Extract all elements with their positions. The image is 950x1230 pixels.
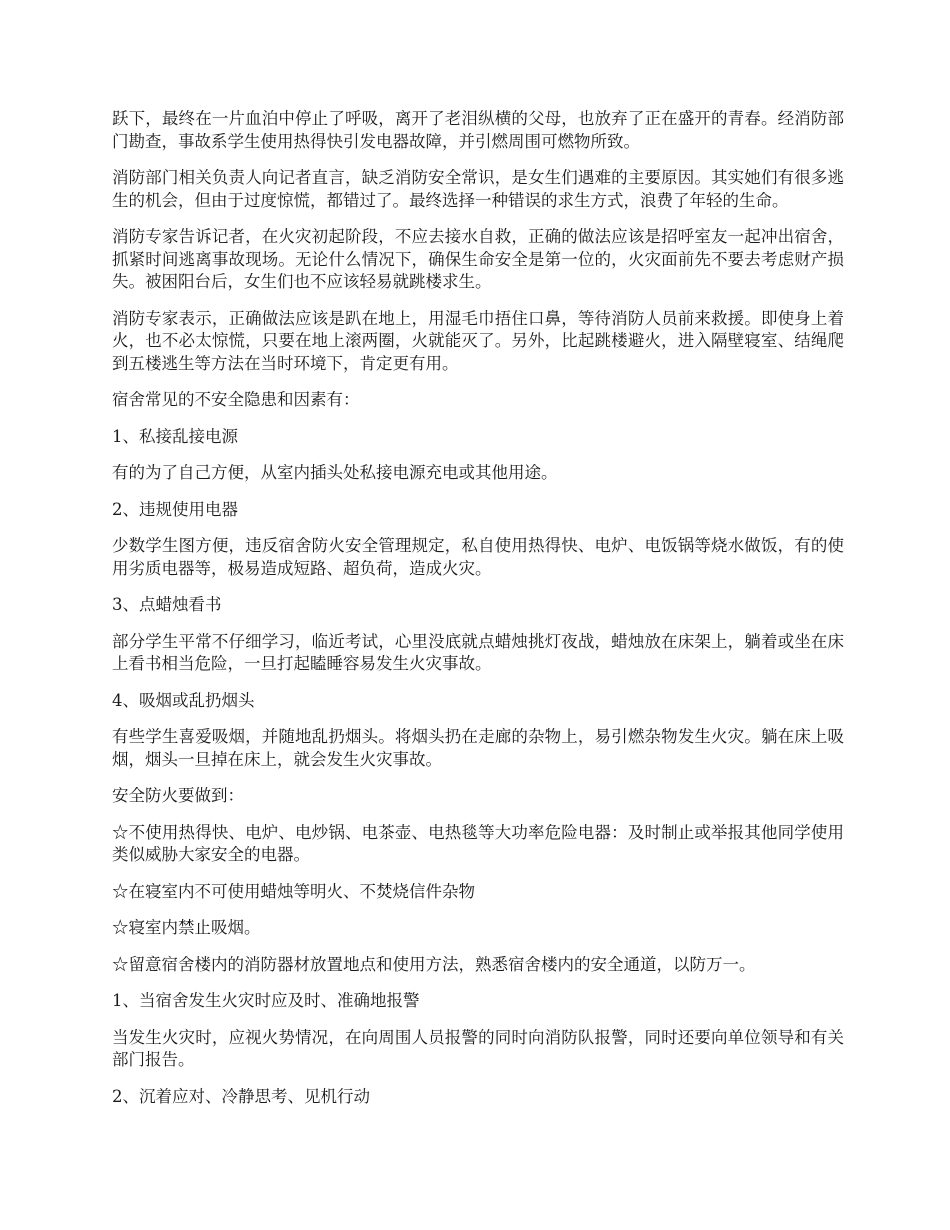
star-item: ☆留意宿舍楼内的消防器材放置地点和使用方法，熟悉宿舍楼内的安全通道，以防万一。 bbox=[112, 954, 756, 974]
item-heading: 2、违规使用电器 bbox=[112, 499, 238, 519]
star-item: ☆寝室内禁止吸烟。 bbox=[112, 918, 261, 937]
paragraph: 有些学生喜爱吸烟，并随地乱扔烟头。将烟头扔在走廊的杂物上，易引燃杂物发生火灾。躺在床上吸烟，烟头一旦掉在床上，就会发生火灾事故。 bbox=[112, 727, 844, 769]
star-item: ☆在寝室内不可使用蜡烛等明火、不焚烧信件杂物 bbox=[112, 881, 475, 901]
paragraph: 部分学生平常不仔细学习，临近考试，心里没底就点蜡烛挑灯夜战，蜡烛放在床架上，躺着或坐在床上看书相当危险，一旦打起瞌睡容易发生火灾事故。 bbox=[112, 631, 844, 673]
star-item: ☆不使用热得快、电炉、电炒锅、电茶壶、电热毯等大功率危险电器：及时制止或举报其他同学使用类似威胁大家安全的电器。 bbox=[112, 822, 844, 864]
paragraph: 少数学生图方便，违反宿舍防火安全管理规定，私自使用热得快、电炉、电饭锅等烧水做饭，有的使用劣质电器等，极易造成短路、超负荷，造成火灾。 bbox=[112, 536, 844, 578]
paragraph: 有的为了自己方便，从室内插头处私接电源充电或其他用途。 bbox=[112, 463, 558, 482]
item-heading: 3、点蜡烛看书 bbox=[112, 595, 222, 614]
item-heading: 4、吸烟或乱扔烟头 bbox=[112, 690, 255, 710]
paragraph: 跃下，最终在一片血泊中停止了呼吸，离开了老泪纵横的父母，也放弃了正在盛开的青春。经消防部门勘查，事故系学生使用热得快引发电器故障，并引燃周围可燃物所致。 bbox=[112, 109, 844, 151]
paragraph: 当发生火灾时，应视火势情况，在向周围人员报警的同时向消防队报警，同时还要向单位领导和有关部门报告。 bbox=[112, 1027, 844, 1069]
item-heading: 1、私接乱接电源 bbox=[112, 426, 238, 446]
section-intro: 宿舍常见的不安全隐患和因素有： bbox=[112, 390, 360, 409]
item-heading: 2、沉着应对、冷静思考、见机行动 bbox=[112, 1086, 370, 1106]
paragraph: 消防专家告诉记者，在火灾初起阶段，不应去接水自救，正确的做法应该是招呼室友一起冲出宿舍，抓紧时间逃离事故现场。无论什么情况下，确保生命安全是第一位的，火灾面前先不要去考虑财产损失。被困阳台后，女生们也不应该轻易就跳楼求生。 bbox=[112, 227, 844, 291]
paragraph: 消防专家表示，正确做法应该是趴在地上，用湿毛巾捂住口鼻，等待消防人员前来救援。即使身上着火，也不必太惊慌，只要在地上滚两圈，火就能灭了。另外，比起跳楼避火，进入隔壁寝室、结绳爬到五楼逃生等方法在当时环境下，肯定更有用。 bbox=[112, 308, 844, 373]
item-heading: 1、当宿舍发生火灾时应及时、准确地报警 bbox=[112, 991, 420, 1010]
document-body bbox=[112, 108, 844, 1122]
section-intro: 安全防火要做到： bbox=[112, 786, 244, 805]
paragraph: 消防部门相关负责人向记者直言，缺乏消防安全常识，是女生们遇难的主要原因。其实她们有很多逃生的机会，但由于过度惊慌，都错过了。最终选择一种错误的求生方式，浪费了年轻的生命。 bbox=[112, 168, 844, 210]
